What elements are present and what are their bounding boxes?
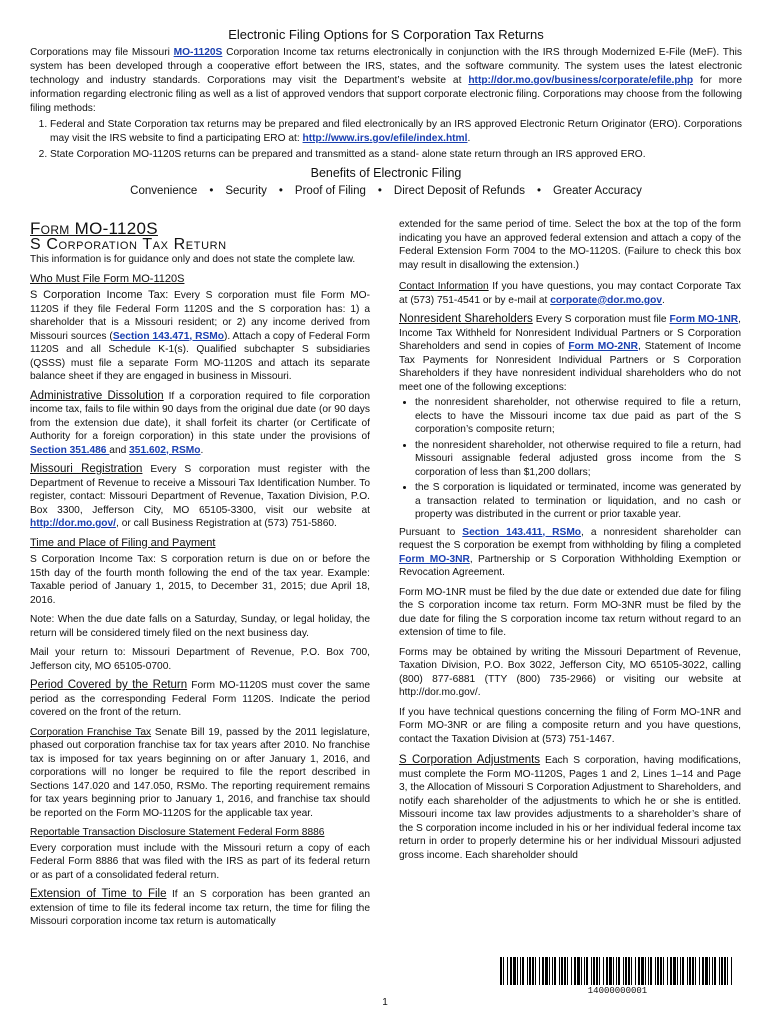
- method-text: .: [467, 133, 471, 144]
- paragraph-text: Form MO-1120S must cover the same period as the corresponding Federal Form 1120S. Indicate the period covered on the front of the return.: [30, 680, 370, 718]
- admin-dissolution-paragraph: [30, 390, 370, 458]
- barcode-bar: [527, 957, 528, 985]
- efile-intro-section: [30, 28, 742, 198]
- paragraph-text: ). Attach a copy of Federal Form 1120S and all Schedule K-1(s). Qualified subchapter S subsidiaries (QSSS) must file a separate Form MO-1120S and attach its separate balance sheet if they are engaged in business in Missouri.: [30, 330, 371, 382]
- intro-text: for more information regarding electronic filing as well as a list of approved vendors that support corporate electronic filing. Corporations may choose from the following filing methods:: [30, 75, 742, 114]
- extension-paragraph: [30, 888, 370, 929]
- page-number: 1: [382, 997, 388, 1008]
- barcode-bar: [567, 957, 568, 985]
- paragraph-text: .: [662, 294, 665, 306]
- scorp-income-tax-paragraph: [30, 289, 370, 384]
- barcode-bar: [507, 957, 508, 985]
- nonresident-paragraph: [399, 313, 741, 394]
- paragraph-text: Senate Bill 19, passed by the 2011 legislature, phased out corporation franchise tax for tax years after 2010. No franchise tax is imposed for tax years beginning on or after January 1, 2016, and corporations will no longer be required to file the report described in Sections 147.020 and 147.050, RSMo. The reporting requirement remains for tax years beginning prior to January 1, 2016, and franchise tax should be reported on the Form MO-1120S for the applicable tax year.: [30, 726, 370, 819]
- barcode-bar: [721, 957, 723, 985]
- barcode-bar: [593, 957, 595, 985]
- barcode-bar: [648, 957, 649, 985]
- due-date-paragraph: Form MO-1NR must be filed by the due date or extended due date for filing the S corporation income tax return. Form MO-3NR must be filed by the due date for filing the S corporation income tax return without regard to an extension of time to file.: [399, 586, 741, 638]
- barcode-bar: [724, 957, 726, 985]
- barcode-bar: [613, 957, 614, 985]
- form-mo-3nr-link[interactable]: Form MO-3NR: [399, 553, 470, 565]
- barcode-bar: [714, 957, 716, 985]
- barcode-bar: [631, 957, 632, 985]
- barcode-bar: [650, 957, 652, 985]
- paragraph-text: If an S corporation has been granted an extension of time to file its federal income tax return, the time for filing the Missouri corporation income tax return is automatically: [30, 889, 370, 927]
- barcode-bar: [603, 957, 604, 985]
- extension-heading: Extension of Time to File: [30, 888, 167, 900]
- barcode-bar: [677, 957, 678, 985]
- who-must-file-heading: Who Must File Form MO-1120S: [30, 272, 185, 285]
- intro-text: Corporation Income tax returns electronically in conjunction with the IRS through Modernized E-File (MeF). This system has been developed through a cooperative effort between the IRS, states, and the software community. The system uses the latest electronic technology and industry standards. Corporations may visit the Department’s website at: [30, 47, 742, 86]
- barcode-bar: [673, 957, 676, 985]
- extension-continued: extended for the same period of time. Select the box at the top of the form indicating you have an approved federal extension and attach a copy of the Federal Extension Form 7004 to the MO-1120S. (Failure to check this box may result in disallowing the extension.): [399, 219, 741, 271]
- paragraph-text: , Income Tax Withheld for Nonresident Individual Partners or S Corporation Shareholders and send in copies of: [399, 314, 742, 352]
- adjustments-heading: S Corporation Adjustments: [399, 754, 541, 766]
- paragraph-text: , Statement of Income Tax Payments for Nonresident Individual Partners or S Corporation Shareholders if they have nonresident individual shareholders who do not meet one of the following exceptions:: [399, 341, 742, 393]
- barcode-bar: [539, 957, 540, 985]
- barcode-bar: [670, 957, 672, 985]
- contact-heading: Contact Information: [399, 281, 489, 292]
- barcode-bar: [532, 957, 534, 985]
- barcode-bar: [513, 957, 516, 985]
- barcode-bar: [699, 957, 700, 985]
- barcode-bar: [623, 957, 624, 985]
- forms-paragraph: Forms may be obtained by writing the Missouri Department of Revenue, Taxation Division, P.O. Box 3022, Jefferson City, MO 65105-3022, calling (800) 877-6881 (TTY (800) 735-2966) or visiting our website at http://dor.mo.gov/.: [399, 646, 741, 698]
- technical-questions-paragraph: If you have technical questions concerning the filing of Form MO-1NR and Form MO-3NR or are filing a composite return and you have questions, contact the Taxation Division at (573) 751-1467.: [399, 706, 741, 745]
- barcode-bar: [645, 957, 646, 985]
- barcode-bar: [596, 957, 598, 985]
- pursuant-paragraph: [399, 526, 741, 580]
- benefit-item: Direct Deposit of Refunds: [393, 185, 525, 197]
- form-mo-1nr-link[interactable]: Form MO-1NR: [669, 314, 739, 325]
- paragraph-text: If you have questions, you may contact Corporate Tax at (573) 751-4541 or by e-mail at: [399, 281, 741, 306]
- efile-url-link[interactable]: http://dor.mo.gov/business/corporate/efile.php: [468, 75, 694, 86]
- disclaimer: This information is for guidance only and does not state the complete law.: [30, 254, 356, 265]
- bullet-separator: •: [209, 185, 214, 197]
- period-paragraph: [30, 679, 370, 720]
- barcode-bar: [719, 957, 720, 985]
- filing-method-item: [50, 148, 742, 162]
- benefit-item: Greater Accuracy: [552, 185, 642, 197]
- barcode-bar: [517, 957, 518, 985]
- barcode-bar: [503, 957, 504, 985]
- barcode-bar: [727, 957, 728, 985]
- right-column: [399, 218, 741, 868]
- exception-item: • the nonresident shareholder, not otherwise required to file a return, had Missouri assignable federal adjusted gross income from the S corporation of less than $1,200 dollars;: [415, 439, 741, 480]
- intro-text: Corporations may file Missouri: [30, 47, 174, 58]
- barcode-bar: [641, 957, 644, 985]
- section-143471-link[interactable]: Section 143.471, RSMo: [112, 330, 224, 342]
- section-143411-link[interactable]: Section 143.411, RSMo: [462, 526, 582, 538]
- barcode-bar: [705, 957, 708, 985]
- form-subtitle: S Corporation Tax Return: [30, 235, 227, 253]
- barcode-bar: [571, 957, 572, 985]
- paragraph-text: , Partnership or S Corporation Withholding Exemption or Revocation Agreement.: [399, 553, 741, 578]
- barcode-bar: [552, 957, 553, 985]
- barcode-bar: [510, 957, 512, 985]
- method-text: State Corporation MO-1120S returns can be prepared and transmitted as a stand- alone state return through an IRS approved ERO.: [50, 149, 646, 160]
- report-heading: Reportable Transaction Disclosure Statement Federal Form 8886: [30, 827, 325, 838]
- scorp-label: S Corporation Income Tax:: [30, 289, 169, 301]
- paragraph-text: Every S corporation must file: [532, 314, 670, 325]
- barcode-bar: [702, 957, 704, 985]
- paragraph-text: Each S corporation, having modifications, must complete the Form MO-1120S, Pages 1 and 2, Lines 1–14 and Page 3, the Allocation of Missouri S Corporation Adjustment to Shareholders, and notify each shareholder of the adjustments to which he or she is entitled. Missouri income tax law provides adjustments to a shareholder’s share of the S corporation income included in his or her individual federal income tax return in order to properly determine his or her individual Missouri adjusted gross income. Each shareholder should: [399, 755, 741, 861]
- barcode-bar: [549, 957, 550, 985]
- barcode-bar: [663, 957, 664, 985]
- barcode-bar: [616, 957, 617, 985]
- barcode-bar: [635, 957, 636, 985]
- barcode-bar: [625, 957, 627, 985]
- barcode-bar: [577, 957, 580, 985]
- mo-1120s-link[interactable]: MO-1120S: [173, 47, 223, 58]
- exception-item: • the nonresident shareholder, not otherwise required to file a return, elects to have the Missouri income tax due paid as part of the S corporation’s composite return;: [415, 396, 741, 437]
- barcode-bar: [667, 957, 668, 985]
- dor-website-link[interactable]: http://dor.mo.gov/: [30, 518, 117, 529]
- registration-paragraph: [30, 463, 370, 531]
- barcode-bar: [731, 957, 732, 985]
- filing-methods-list: [30, 118, 742, 162]
- barcode-bar: [535, 957, 536, 985]
- contact-paragraph: [399, 280, 741, 307]
- time-note: Note: When the due date falls on a Saturday, Sunday, or legal holiday, the return will be considered timely filed on the next business day.: [30, 614, 370, 639]
- barcode-bar: [657, 957, 659, 985]
- barcode-bar: [712, 957, 713, 985]
- barcode-bar: [545, 957, 548, 985]
- bullet-separator: •: [377, 185, 382, 197]
- paragraph-text: , or call Business Registration at (573) 751-5860.: [116, 518, 337, 529]
- barcode-bar: [520, 957, 521, 985]
- barcode-bar: [695, 957, 696, 985]
- adjustments-paragraph: [399, 754, 741, 862]
- barcode: [500, 957, 735, 985]
- barcode-bar: [522, 957, 524, 985]
- benefit-item: Proof of Filing: [294, 185, 366, 197]
- barcode-bar: [574, 957, 576, 985]
- period-heading: Period Covered by the Return: [30, 679, 188, 691]
- barcode-bar: [692, 957, 694, 985]
- form-title: Form MO-1120S: [30, 219, 158, 238]
- paragraph-text: , a nonresident shareholder can request the S corporation be exempt from withholding by filing a completed: [399, 526, 741, 551]
- exceptions-list: [399, 396, 741, 522]
- form-mo-2nr-link[interactable]: Form MO-2NR: [568, 341, 638, 352]
- paragraph-text: Every S corporation must register with the Department of Revenue to receive a Missouri Tax Identification Number. To register, contact: Missouri Department of Revenue, Taxation Division, P.O. Box 3300, Jefferson City, MO 65105-3300, visit our website at: [30, 464, 370, 516]
- barcode-bar: [529, 957, 531, 985]
- paragraph-text: and: [109, 444, 130, 456]
- time-place-heading: Time and Place of Filing and Payment: [30, 536, 216, 549]
- barcode-bar: [680, 957, 681, 985]
- franchise-heading: Corporation Franchise Tax: [30, 726, 152, 738]
- bullet-separator: •: [278, 185, 283, 197]
- barcode-bar: [591, 957, 592, 985]
- benefit-item: Convenience: [130, 185, 198, 197]
- barcode-bar: [599, 957, 600, 985]
- contact-email-link[interactable]: corporate@dor.mo.gov: [550, 294, 663, 306]
- barcode-bar: [609, 957, 612, 985]
- barcode-bar: [687, 957, 688, 985]
- barcode-bar: [586, 957, 588, 985]
- paragraph-text: Every S corporation must file Form MO-1120S if they file Federal Form 1120S and the S corporation has: 1) a shareholder that is a Missouri resident; or 2) any income derived from Missouri sources (: [30, 290, 370, 342]
- barcode-bar: [559, 957, 560, 985]
- barcode-bar: [660, 957, 662, 985]
- page-title: Electronic Filing Options for S Corporation Tax Returns: [228, 27, 544, 42]
- barcode-bar: [618, 957, 620, 985]
- barcode-bar: [581, 957, 582, 985]
- barcode-bar: [554, 957, 556, 985]
- bullet-separator: •: [536, 185, 541, 197]
- admin-dissolution-heading: Administrative Dissolution: [30, 389, 164, 402]
- section-351602-link[interactable]: 351.602, RSMo: [129, 444, 201, 456]
- exception-item: • the S corporation is liquidated or terminated, income was generated by a transaction related to termination or liquidation, and no cash or property was distributed in the current or prior taxable year.: [415, 481, 741, 522]
- barcode-bar: [584, 957, 585, 985]
- section-351486-link[interactable]: Section 351.486: [30, 444, 110, 456]
- barcode-bar: [682, 957, 684, 985]
- registration-heading: Missouri Registration: [30, 463, 143, 475]
- barcode-bar: [564, 957, 566, 985]
- nonresident-heading: Nonresident Shareholders: [399, 313, 533, 325]
- paragraph-text: If a corporation required to file corporation income tax, fails to file within 90 days from the original due date (or 90 days from the extension due date), it shall forfeit its charter (or Certificate of Authority for a foreign corporation) in this state under the provisions of: [30, 390, 370, 442]
- barcode-bar: [500, 957, 502, 985]
- mail-address: Mail your return to: Missouri Department of Revenue, P.O. Box 700, Jefferson city, MO 65105-0700.: [30, 647, 370, 672]
- barcode-bar: [709, 957, 710, 985]
- franchise-paragraph: [30, 726, 370, 821]
- intro-paragraph: [30, 46, 742, 116]
- paragraph-text: Pursuant to: [399, 526, 463, 538]
- paragraph-text: .: [200, 444, 204, 456]
- benefits-list: [30, 184, 742, 198]
- method-text: Federal and State Corporation tax returns may be prepared and filed electronically by an IRS approved Electronic Return Originator (ERO). Corporations may visit the IRS website to find a participating ERO at:: [50, 119, 742, 144]
- left-column: [30, 218, 370, 935]
- barcode-bar: [689, 957, 691, 985]
- barcode-bar: [542, 957, 544, 985]
- time-paragraph: S Corporation Income Tax: S corporation return is due on or before the 15th day of the fourth month following the end of the tax year. Example: Taxable period of January 1, 2015, to December 31, 2015; due April 18, 2016.: [30, 554, 370, 606]
- barcode-number: 14000000001: [587, 986, 648, 996]
- filing-method-item: [50, 118, 742, 146]
- benefits-heading: Benefits of Electronic Filing: [310, 166, 462, 180]
- benefit-item: Security: [225, 185, 267, 197]
- barcode-bar: [561, 957, 563, 985]
- barcode-bar: [655, 957, 656, 985]
- barcode-bar: [638, 957, 640, 985]
- barcode-bar: [606, 957, 608, 985]
- barcode-bar: [628, 957, 630, 985]
- irs-efile-link[interactable]: http://www.irs.gov/efile/index.html: [302, 133, 468, 144]
- report-paragraph: Every corporation must include with the Missouri return a copy of each Federal Form 8886 that was filed with the IRS as part of its federal return or as part of a consolidated federal return.: [30, 842, 370, 881]
